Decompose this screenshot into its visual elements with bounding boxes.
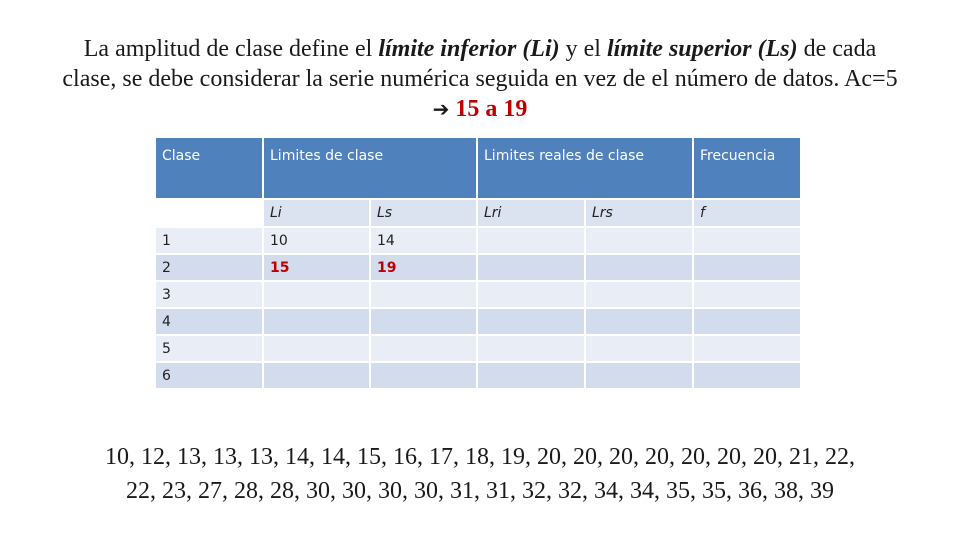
cell-f	[693, 227, 801, 254]
cell-clase: 2	[155, 254, 263, 281]
cell-li: 15	[263, 254, 370, 281]
cell-lri	[477, 335, 585, 362]
cell-lrs	[585, 362, 693, 389]
class-table	[154, 136, 802, 390]
cell-lrs	[585, 281, 693, 308]
data-series	[40, 440, 920, 508]
cell-lrs	[585, 227, 693, 254]
cell-clase: 4	[155, 308, 263, 335]
header-frecuencia: Frecuencia	[693, 137, 801, 199]
subheader-li: Li	[263, 199, 370, 227]
cell-lri	[477, 281, 585, 308]
table-subheader-row	[155, 199, 801, 227]
table-row	[155, 227, 801, 254]
cell-ls: 19	[370, 254, 477, 281]
cell-li	[263, 362, 370, 389]
cell-clase: 6	[155, 362, 263, 389]
subheader-lrs: Lrs	[585, 199, 693, 227]
table-row	[155, 308, 801, 335]
cell-ls	[370, 335, 477, 362]
arrow-right-icon: ➔	[432, 97, 450, 121]
cell-lrs	[585, 335, 693, 362]
cell-lri	[477, 227, 585, 254]
cell-lrs	[585, 308, 693, 335]
cell-f	[693, 308, 801, 335]
cell-f	[693, 335, 801, 362]
header-clase: Clase	[155, 137, 263, 199]
ls-term: límite superior (Ls)	[606, 36, 798, 62]
cell-lri	[477, 362, 585, 389]
table-row	[155, 362, 801, 389]
cell-clase: 1	[155, 227, 263, 254]
cell-ls	[370, 281, 477, 308]
cell-f	[693, 281, 801, 308]
subheader-lri: Lri	[477, 199, 585, 227]
cell-li	[263, 281, 370, 308]
header-limites-clase: Limites de clase	[263, 137, 477, 199]
subheader-empty	[155, 199, 263, 227]
data-series-line-1: 10, 12, 13, 13, 13, 14, 14, 15, 16, 17, 18, 19, 20, 20, 20, 20, 20, 20, 20, 21, 22,	[105, 444, 855, 470]
header-limites-reales: Limites reales de clase	[477, 137, 693, 199]
slide-title	[60, 34, 900, 124]
cell-clase: 5	[155, 335, 263, 362]
table-row	[155, 335, 801, 362]
class-range-result: 15 a 19	[449, 96, 528, 122]
subheader-f: f	[693, 199, 801, 227]
title-text-1: La amplitud de clase define el	[83, 36, 379, 62]
subheader-ls: Ls	[370, 199, 477, 227]
title-text-2: y el	[559, 36, 607, 62]
table-header-row	[155, 137, 801, 199]
table-row	[155, 254, 801, 281]
cell-lri	[477, 308, 585, 335]
cell-li: 10	[263, 227, 370, 254]
cell-ls: 14	[370, 227, 477, 254]
cell-clase: 3	[155, 281, 263, 308]
cell-f	[693, 254, 801, 281]
title-text-3: de cada clase, se debe considerar la serie numérica seguida en vez de el número de datos. Ac=5	[62, 36, 898, 92]
cell-li	[263, 335, 370, 362]
li-term: límite inferior (Li)	[378, 36, 560, 62]
cell-lrs	[585, 254, 693, 281]
cell-ls	[370, 308, 477, 335]
data-series-line-2: 22, 23, 27, 28, 28, 30, 30, 30, 30, 31, 31, 32, 32, 34, 34, 35, 35, 36, 38, 39	[126, 478, 834, 504]
cell-lri	[477, 254, 585, 281]
cell-f	[693, 362, 801, 389]
cell-li	[263, 308, 370, 335]
cell-ls	[370, 362, 477, 389]
table-row	[155, 281, 801, 308]
